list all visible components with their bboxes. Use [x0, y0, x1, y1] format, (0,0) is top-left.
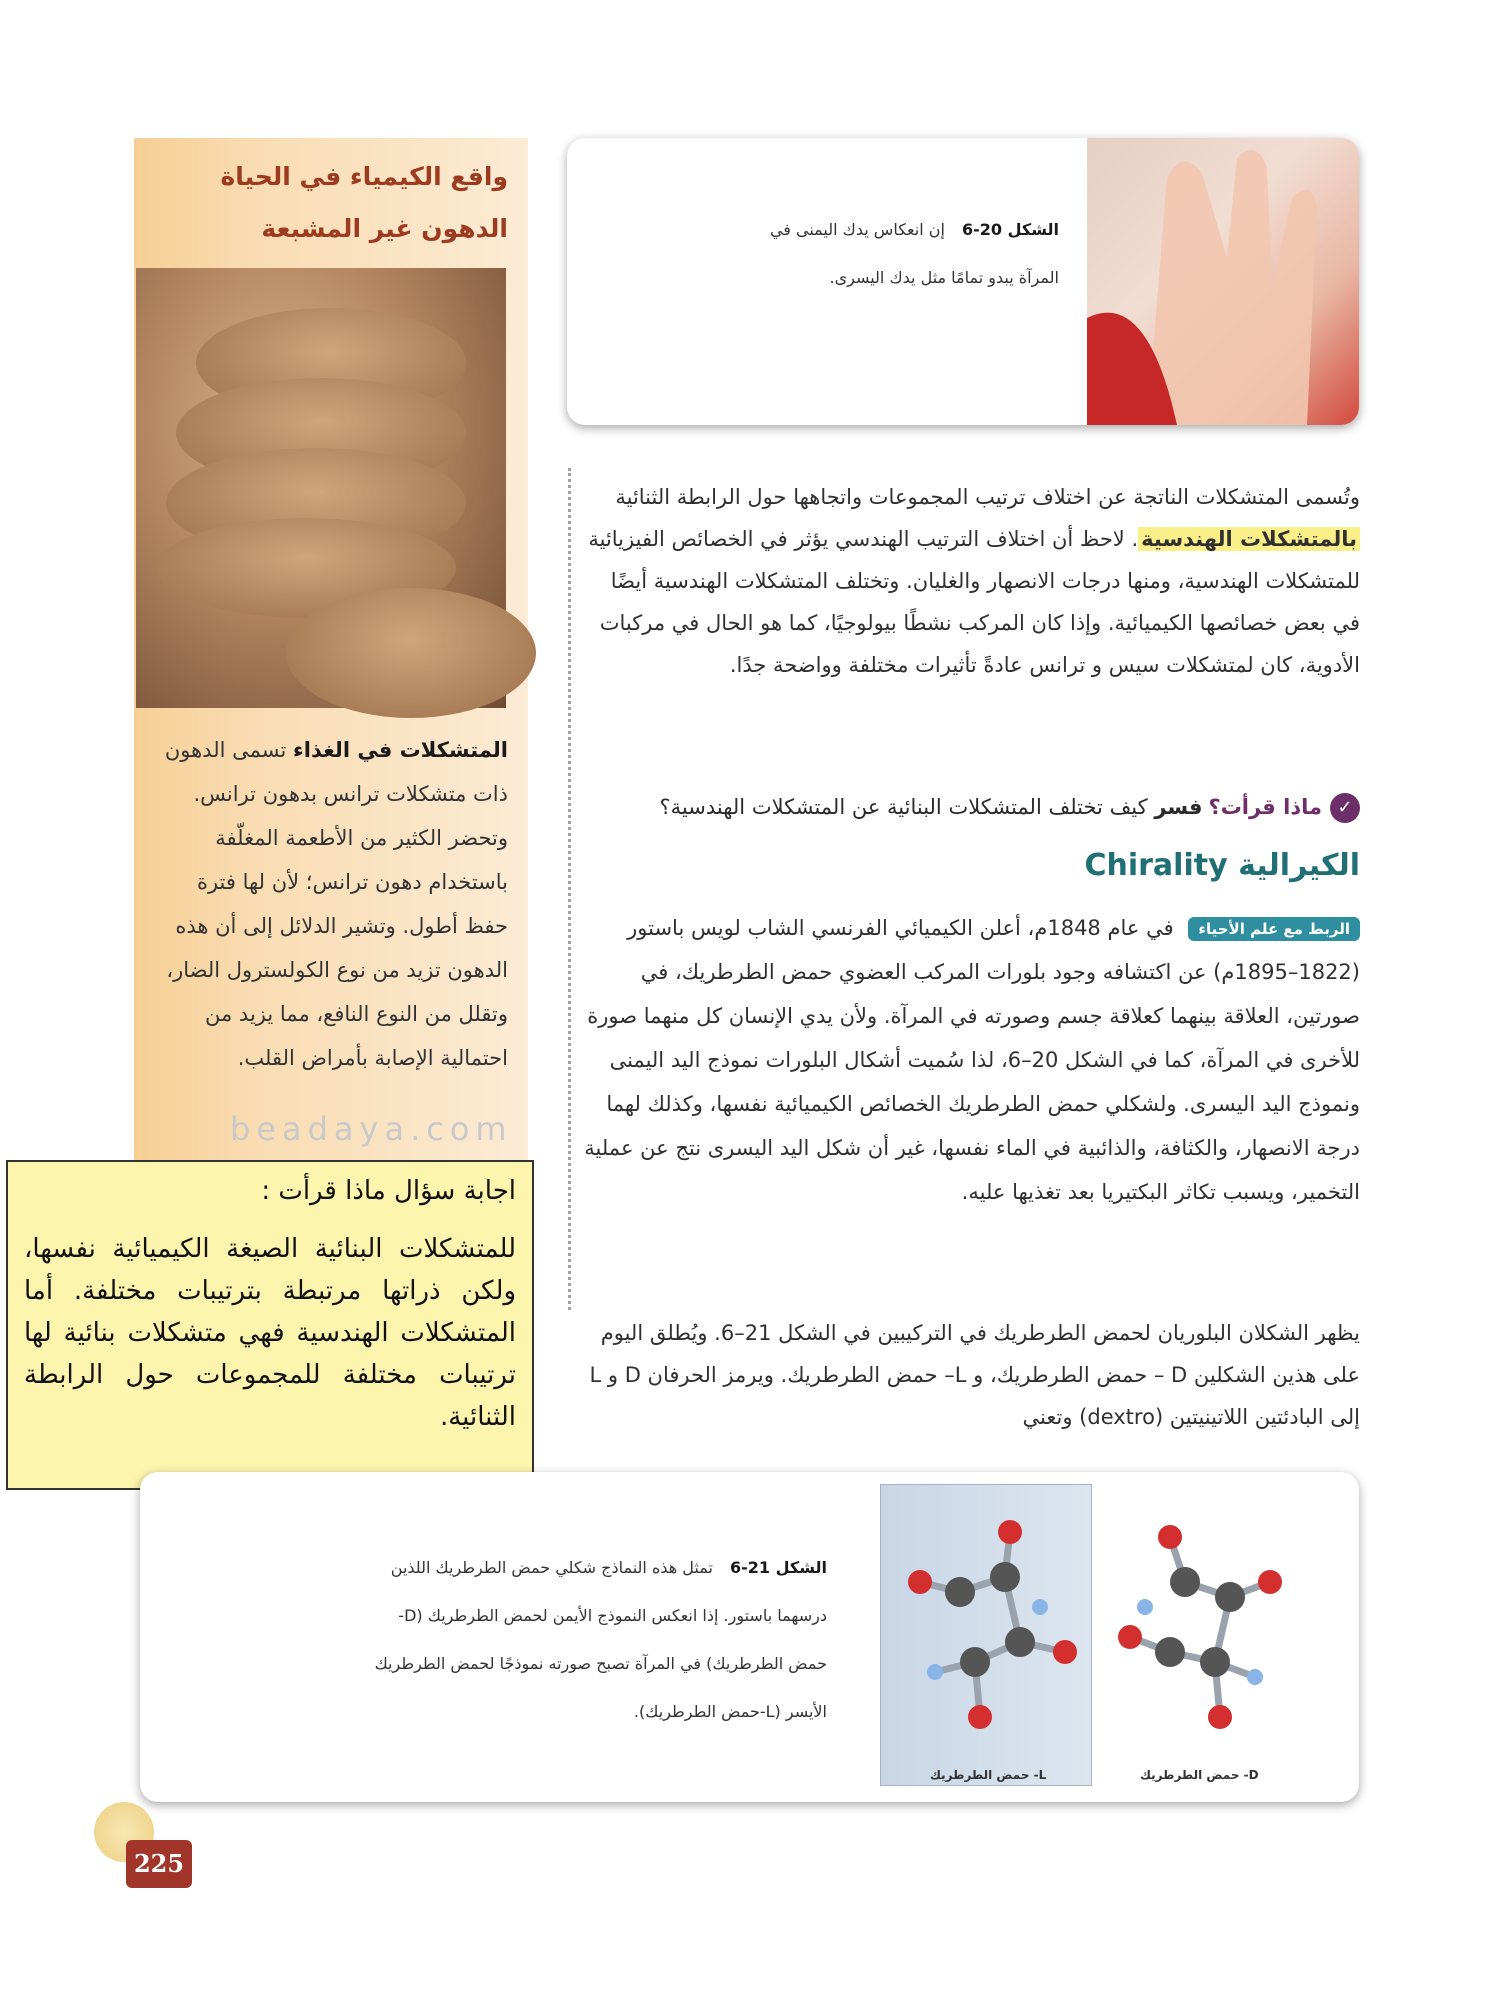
sidebar-text: تسمى الدهون ذات متشكلات ترانس بدهون ترانس. وتحضر الكثير من الأطعمة المغلّفة باستخدام دهون ترانس؛ لأن لها فترة حفظ أطول. وتشير الدلائل إلى أن هذه الدهون تزيد من نوع الكولسترول الضار، وتقلل من النوع النافع، مما يزيد من احتمالية الإصابة بأمراض القلب.	[164, 738, 508, 1070]
reading-check-label: ماذا قرأت؟	[1208, 795, 1322, 819]
figure-6-21-caption-text: تمثل هذه النماذج شكلي حمض الطرطريك اللذين درسهما باستور. إذا انعكس النموذج الأيمن لحمض الطرطريك (D- حمض الطرطريك) في المرآة تصبح صورته نموذجًا لحمض الطرطريك الأيسر (L-حمض الطرطريك).	[374, 1558, 827, 1721]
sidebar-body	[154, 728, 508, 1080]
figure-6-20-card	[567, 138, 1359, 425]
column-divider	[568, 468, 571, 1310]
real-world-chemistry-sidebar	[134, 138, 528, 1178]
paragraph-pasteur	[580, 906, 1360, 1214]
figure-6-20-caption	[629, 206, 1059, 302]
figure-6-21-caption	[355, 1544, 827, 1736]
paragraph-geometric-isomers	[580, 476, 1360, 686]
answer-box	[6, 1160, 534, 1490]
section-title-chirality: الكيرالية Chirality	[1084, 848, 1360, 883]
checkmark-icon: ✓	[1330, 793, 1360, 823]
para1-rest: . لاحظ أن اختلاف الترتيب الهندسي يؤثر في الخصائص الفيزيائية للمتشكلات الهندسية، ومنها درجات الانصهار والغليان. وتختلف المتشكلات الهندسية أيضًا في بعض خصائصها الكيميائية. وإذا كان المركب نشطًا بيولوجيًا، كما هو الحال في مركبات الأدوية، كان لمتشكلات سيس و ترانس عادةً تأثيرات مختلفة وواضحة جدًا.	[588, 527, 1360, 677]
paragraph-tartaric-forms	[580, 1312, 1360, 1438]
hand-mirror-photo	[1087, 138, 1359, 425]
figure-6-21-label: الشكل 21-6	[730, 1558, 827, 1577]
answer-heading: اجابة سؤال ماذا قرأت :	[261, 1176, 516, 1206]
reading-check-verb: فسر	[1154, 795, 1203, 819]
para2-text: في عام 1848م، أعلن الكيميائي الفرنسي الشاب لويس باستور (1822–1895م) عن اكتشافه وجود بلورات المركب العضوي حمض الطرطريك، في صورتين، العلاقة بينهما كعلاقة جسم وصورته في المرآة. ولأن يدي الإنسان كل منهما صورة للأخرى في المرآة، كما في الشكل 20–6، لذا سُميت أشكال البلورات نموذج اليد اليمنى ونموذج اليد اليسرى. ولشكلي حمض الطرطريك الخصائص الكيميائية نفسها، وكذلك لهما درجة الانصهار، والكثافة، والذائبية في الماء نفسها، غير أن شكل اليد اليسرى نتج عن عملية التخمير، ويسبب تكاثر البكتيريا بعد تغذيها عليه.	[584, 916, 1360, 1204]
figure-6-20-caption-line1: إن انعكاس يدك اليمنى في	[769, 220, 945, 239]
biology-connection-tag: الربط مع علم الأحياء	[1188, 917, 1360, 941]
label-l-tartaric: L- حمض الطرطريك	[930, 1768, 1047, 1782]
figure-6-20-label: الشكل 20-6	[962, 220, 1059, 239]
label-d-tartaric: D- حمض الطرطريك	[1140, 1768, 1259, 1782]
watermark: beadaya.com	[230, 1110, 513, 1148]
para1-intro: وتُسمى المتشكلات الناتجة عن اختلاف ترتيب المجموعات واتجاهها حول الرابطة الثنائية	[615, 485, 1360, 509]
crackers-photo	[136, 268, 506, 708]
reading-check-question: كيف تختلف المتشكلات البنائية عن المتشكلات الهندسية؟	[659, 795, 1148, 819]
sidebar-title: واقع الكيمياء في الحياة	[220, 162, 508, 191]
page-number: 225	[126, 1840, 192, 1888]
highlighted-term-geometric-isomers: بالمتشكلات الهندسية	[1138, 527, 1360, 551]
figure-6-20-caption-line2: المرآة يبدو تمامًا مثل يدك اليسرى.	[829, 268, 1059, 287]
para3-text: يظهر الشكلان البلوريان لحمض الطرطريك في التركيبين في الشكل 21–6. ويُطلق اليوم على هذين الشكلين D – حمض الطرطريك، و L– حمض الطرطريك. ويرمز الحرفان D و L إلى البادئتين اللاتينيتين (dextro) وتعني	[589, 1321, 1360, 1429]
sidebar-subtitle: الدهون غير المشبعة	[261, 214, 508, 243]
figure-6-21-card	[140, 1472, 1359, 1802]
answer-body: للمتشكلات البنائية الصيغة الكيميائية نفسها، ولكن ذراتها مرتبطة بترتيبات مختلفة. أما المتشكلات الهندسية فهي متشكلات بنائية لها ترتيبات مختلفة للمجموعات حول الرابطة الثنائية.	[24, 1234, 516, 1432]
tartaric-acid-models	[880, 1502, 1310, 1752]
reading-check	[568, 786, 1360, 828]
sidebar-lead: المتشكلات في الغذاء	[293, 738, 508, 762]
